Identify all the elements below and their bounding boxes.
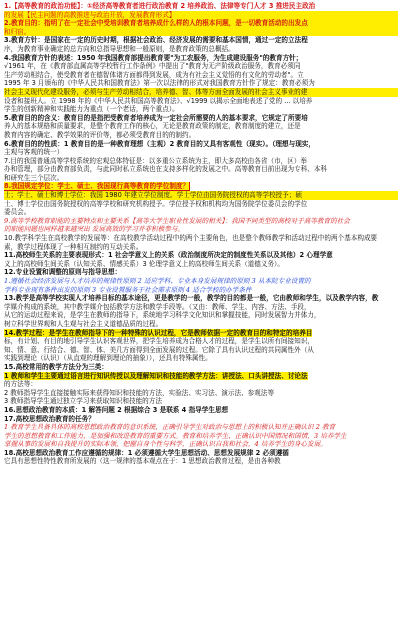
text-line: 3 教师指导学生通过独立学习来获取知识和技能的方法 — [4, 397, 162, 406]
text-line: 从它的运动过程来说，是学生在教师的指导下，系统地学习科学文化知识和掌握技能，同时发展智力并体力， — [4, 311, 321, 320]
text-line: 社会主义现代化建设服务，必须与生产劳动相结合，培养德、智、体等方面全面发展的社会主义事业的建 — [4, 88, 398, 97]
text-line: 10.教学科学生在高校教学的发展等：在高校教学活动过程中的两个主要角色，也是整个教师教学和活动过程中的两个基本构成要 — [4, 234, 378, 243]
text-line: 知、情、意、行结合、德、智、体、美几方面得到全面发展的过程。它除了具有认识过程的共同属性外（从 — [4, 345, 314, 354]
text-line: 2 教师指导学生直接接触实际来获得知识和技能的方法，实验法、实习法、演示法、参观法等 — [4, 388, 275, 397]
text-line: √1961 年，在《教育部直属高等学校暂行工作条例》中提出了"教育为无产阶级政治服务，教育必须同 — [4, 62, 301, 71]
text-line: 1 教师和学生主要通过语言进行知识传授以及理解知识和技能的教学方法：讲授法、口头讲授法、讨论法 — [4, 371, 308, 380]
text-line: 它具有思想性特性教育所发展的（这一规律的基本观点在于：1 思想政治教育过程，是由各种教 — [4, 457, 281, 466]
text-line: 生产劳动相结合，使受教育者在德智体诸方面都得到发展，成为有社会主义觉悟的有文化的劳动者"。立 — [4, 70, 304, 79]
text-line: 17.高校思想政治教育的任务？ — [4, 414, 95, 423]
text-line: 的发展【民主问题的高教推进与政治开放，发展教育形式】 — [4, 11, 398, 20]
text-line: 学媒介构成的系统，其中教学媒介包括教学方法和教学手段等。（又由：教师、学生、内容、方法、手段， — [4, 302, 311, 311]
text-line: 16.思想政治教育的本质：1 解答问题 2 根据综合 3 是联系 4 指导学生思想 — [4, 405, 229, 414]
text-line: 的方法等： — [4, 380, 37, 389]
text-line: 标，有计划、有目的地引导学生认识客观世界，把学生培养成为合格人才的过程，是学生以所有间接知识， — [4, 337, 314, 346]
text-line: 养人的基本规格和质量要求，是整个教育工作的核心，无论是教育政策的制定，教育制度的建立，还是 — [4, 122, 301, 131]
text-line: 1.【高等教育的政治功能】：①经济高等教育者进行政治教育 2 培养政治、法律等专门人才 3 推进民主政治 — [4, 2, 316, 10]
text-line: 掌握从事的发展和自我提升的实际本领，把握自身个性与科学，正确认识自我和社会，4 培养学生的身心发展。 — [4, 440, 327, 449]
text-line: 9.高等学校教育职能的主要特点和主要关系【高等大学生职业性发展的相关】：我国不同类型的高校对于高等教育的社会 — [4, 216, 350, 225]
text-line: 委员会。 — [4, 208, 31, 217]
text-line: 5.教育目的的含义：教育目的是指把受教育者培养成为一定社会所需要的人的基本要求，它规定了所要培 — [4, 113, 308, 122]
text-line: 7.目的我国普通高等学校系统的宏观总体特征是：以多重公立系统为主，即大多高校由各省（市，区）举 — [4, 156, 308, 165]
text-line: 1995 年 3 月颁布的《中华人民共和国教育法》第一次以法律的形式对我国教育方针作了规定：教育必须为 — [4, 79, 315, 88]
text-line: 实践到理论（认识）（从直观的理解到理论的抽象）），还具有特殊属性。 — [4, 354, 212, 363]
text-line: 学生的创新精神和实践能力为重点（一个老话，两个重点）。 — [4, 105, 179, 114]
text-line: 8.我国规定学位：学士、硕士、我国现行高等教育的学位制度？ — [4, 182, 190, 191]
text-line: 树立科学世界观和人生观与社会主义道德品质的过程。 — [4, 319, 163, 328]
text-line: 素，教学过程体现了一种相互制约的互动关系。 — [4, 242, 143, 251]
text-line: 的职能问题也同样越来越突出 发展高效的学习并非积极参与。 — [4, 225, 185, 234]
text-line: 13.教学是高等学校实现人才培养目标的基本途径，更是教学的一般，教学的目的都是一般，它由教师和学生，以及教学内容，教 — [4, 294, 379, 303]
text-line: 6.教育目的的性质：1 教育目的是一种教育理想（主观）2 教育目的又具有客观性（现实）。（理想与现实， — [4, 139, 315, 148]
text-line: 1 教育学生具备具体的高校思想政治教育的意识系统，正确引导学生对政治与思想上的积极认知并正确认识 2 教育 — [4, 423, 336, 432]
text-line: 1.遵循社会经济发展与人才培养的规律性原则 2 适应学科、专业本身发展规律的原则 3 从本院专业设置的 — [4, 277, 311, 285]
text-line: 义上的高校师生间关系（认知关系、情感关系）3 伦理学意义上的高校师生间关系（道德义务）。 — [4, 259, 284, 268]
text-line: 主观与客观的统一） — [4, 148, 64, 157]
text-line: 学科专业现有条件出发的原则 3 专业设置服务于社会需求原则 4 适合学校的办学条件 — [4, 285, 252, 294]
text-line: 11.高校师生关系的主要表现形式：1 社会学意义上的关系（政治制度所决定的制度性关系以及其他）2 心理学意 — [4, 251, 333, 260]
text-line: 士、博士学位由国务院授权的高等学校和研究机构授予。学位授予权和机构均为国务院学位委员会的学位 — [4, 199, 308, 208]
text-line: 3.教育方针：是国家在一定的历史时期，根据社会政治、经济发展的需要和基本国情，通过一定的立法程 — [4, 36, 308, 45]
text-line: 12.专业设置和调整的原则与指导思想： — [4, 268, 122, 277]
text-line: 18.高校思想政治教育工作应遵循的规律：1 必须遵循大学生思想活动、思想发展规律 2 必须遵循 — [4, 448, 289, 457]
text-line: 14.教学过程：是学生在教师指导下的一种特殊的认识过程，它是教师依据一定的教育目的和特定的培养目 — [4, 328, 313, 337]
text-line: 学生的思想教育和工作能力，是加强和改进教育的重要方式。教育和培养学生、正确认识中国情况和国情，3 培养学生 — [4, 431, 347, 440]
text-line: 4.我国教育方针的表述：1950 年我国教育部提出教育要"为工农服务，为生成建设服务"的教育方针； — [4, 53, 303, 62]
text-line: 教育内容的确定、教学效果的评价等，都必须受教育目的的制约。 — [4, 130, 196, 139]
text-line: 办和管理，部分由教育部负责，与此同时私立系统也在支持多样化的发展之中。高等教育目前出现为专科、本科 — [4, 165, 328, 174]
text-line: 士；学士、硕士和博士学位：我国 1980 年建立学位制度。学士学位由国务院授权的高等学校授予；硕 — [4, 191, 398, 200]
text-line: 设者和接班人。立 1998 年的《中华人民共和国高等教育法》、√1999 以揭示全面地表述了党的 ... 以培养 — [4, 96, 313, 105]
text-line: 序，为教育事业确定的总方向和总指导思想和一般原则，是教育政策的总概括。 — [4, 44, 235, 53]
text-line: 和归宿。 — [4, 28, 398, 37]
text-line: 和研究生三个层次。 — [4, 173, 64, 182]
text-line: 2.教育目的：指明了在一定社会中受培训教育者培养成什么样的人的根本问题，是一切教育活动的出发点 — [4, 19, 398, 28]
text-line: 15.高校常用的教学方法分为三类： — [4, 362, 108, 371]
